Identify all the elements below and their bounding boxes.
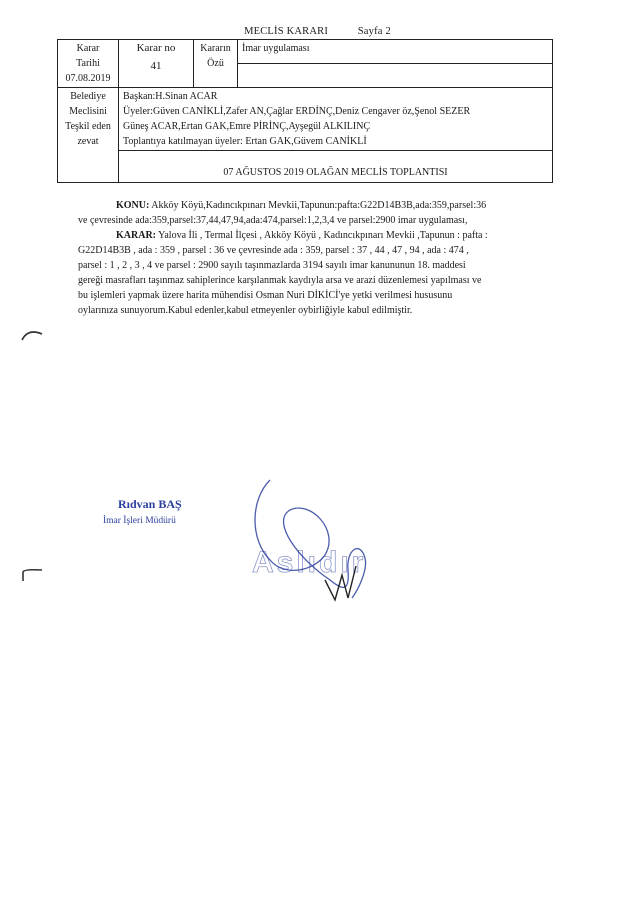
uyeler-line-2: Güneş ACAR,Ertan GAK,Emre PİRİNÇ,Ayşegül ALKILINÇ — [123, 121, 371, 132]
stamp-title: İmar İşleri Müdürü — [103, 516, 176, 526]
uyeler-line-1: Üyeler:Güven CANİKLİ,Zafer AN,Çağlar ERDİNÇ,Deniz Cengaver öz,Şenol SEZER — [123, 106, 471, 117]
punch-mark-top — [20, 326, 46, 344]
signature-stamp — [103, 470, 420, 620]
decision-body — [78, 198, 558, 318]
baskan-line: Başkan:H.Sinan ACAR — [123, 91, 218, 102]
teskil-label-2: Meclisini — [69, 106, 107, 117]
kararin-ozu-label-1: Kararın — [200, 43, 231, 54]
punch-mark-bottom — [20, 566, 46, 584]
karar-line-5: oylarınıza sunuyorum.Kabul edenler,kabul etmeyenler oybirliğiyle kabul edilmiştir. — [78, 305, 413, 316]
stamp-name: Rıdvan BAŞ — [118, 497, 182, 511]
karar-tarihi-label-1: Karar — [76, 43, 100, 54]
karar-tarihi-cell — [58, 40, 119, 88]
karar-label: KARAR: — [116, 230, 156, 241]
decision-meta-table — [57, 39, 553, 183]
karar-line-1: G22D14B3B , ada : 359 , parsel : 36 ve çevresinde ada : 359, parsel : 37 , 44 , 47 , 94 , ada : 474 , — [78, 245, 469, 256]
konu-label: KONU: — [116, 200, 150, 211]
page-header — [0, 26, 635, 37]
karar-text: Yalova İli , Termal İlçesi , Akköy Köyü , Kadıncıkpınarı Mevkii ,Tapunun : pafta : — [158, 230, 488, 241]
document-title: MECLİS KARARI — [244, 26, 329, 37]
teskil-label-4: zevat — [77, 136, 99, 147]
konu-text-2: ve çevresinde ada:359,parsel:37,44,47,94,ada:474,parsel:1,2,3,4 ve parsel:2900 imar uygulaması, — [78, 215, 468, 226]
karar-line-2: parsel : 1 , 2 , 3 , 4 ve parsel : 2900 sayılı taşınmazlarda 3194 sayılı imar kanununun 18. maddesi — [78, 260, 466, 271]
konu-text: Akköy Köyü,Kadıncıkpınarı Mevkii,Tapunun:pafta:G22D14B3B,ada:359,parsel:36 — [151, 200, 487, 211]
karar-line-4: bu işlemleri yapmak üzere harita mühendisi Osman Nuri DİKİCİ'ye yetki verilmesi hususunu — [78, 290, 453, 301]
kararin-ozu-empty-cell — [238, 64, 553, 88]
kararin-ozu-label-2: Özü — [207, 58, 224, 69]
teskil-eden-cell — [58, 88, 119, 183]
karar-line-3: gereği masrafları taşınmaz sahiplerince karşılanmak kaydıyla arsa ve arazi düzenlemesi yapılması ve — [78, 275, 482, 286]
stamp-overlay: Aslıdır — [252, 546, 367, 579]
meeting-title: 07 AĞUSTOS 2019 OLAĞAN MECLİS TOPLANTISI — [223, 167, 448, 178]
page-number: Sayfa 2 — [357, 26, 391, 37]
kararin-ozu-value-cell — [238, 40, 553, 64]
kararin-ozu-label-cell — [194, 40, 238, 88]
karar-tarihi-label-2: Tarihi — [76, 58, 100, 69]
meeting-cell — [119, 151, 553, 183]
teskil-label-1: Belediye — [70, 91, 106, 102]
kararin-ozu-value: İmar uygulaması — [242, 43, 310, 54]
katilmayan-line: Toplantıya katılmayan üyeler: Ertan GAK,Güvem CANİKLİ — [123, 136, 367, 147]
members-cell — [119, 88, 553, 151]
signature-scribble — [255, 480, 366, 598]
karar-tarihi-value: 07.08.2019 — [65, 73, 111, 84]
karar-no-label: Karar no — [136, 42, 176, 54]
karar-no-value: 41 — [150, 60, 162, 72]
teskil-label-3: Teşkil eden — [65, 121, 111, 132]
konu-paragraph — [78, 198, 558, 213]
karar-no-cell — [119, 40, 194, 88]
karar-paragraph — [78, 228, 558, 243]
